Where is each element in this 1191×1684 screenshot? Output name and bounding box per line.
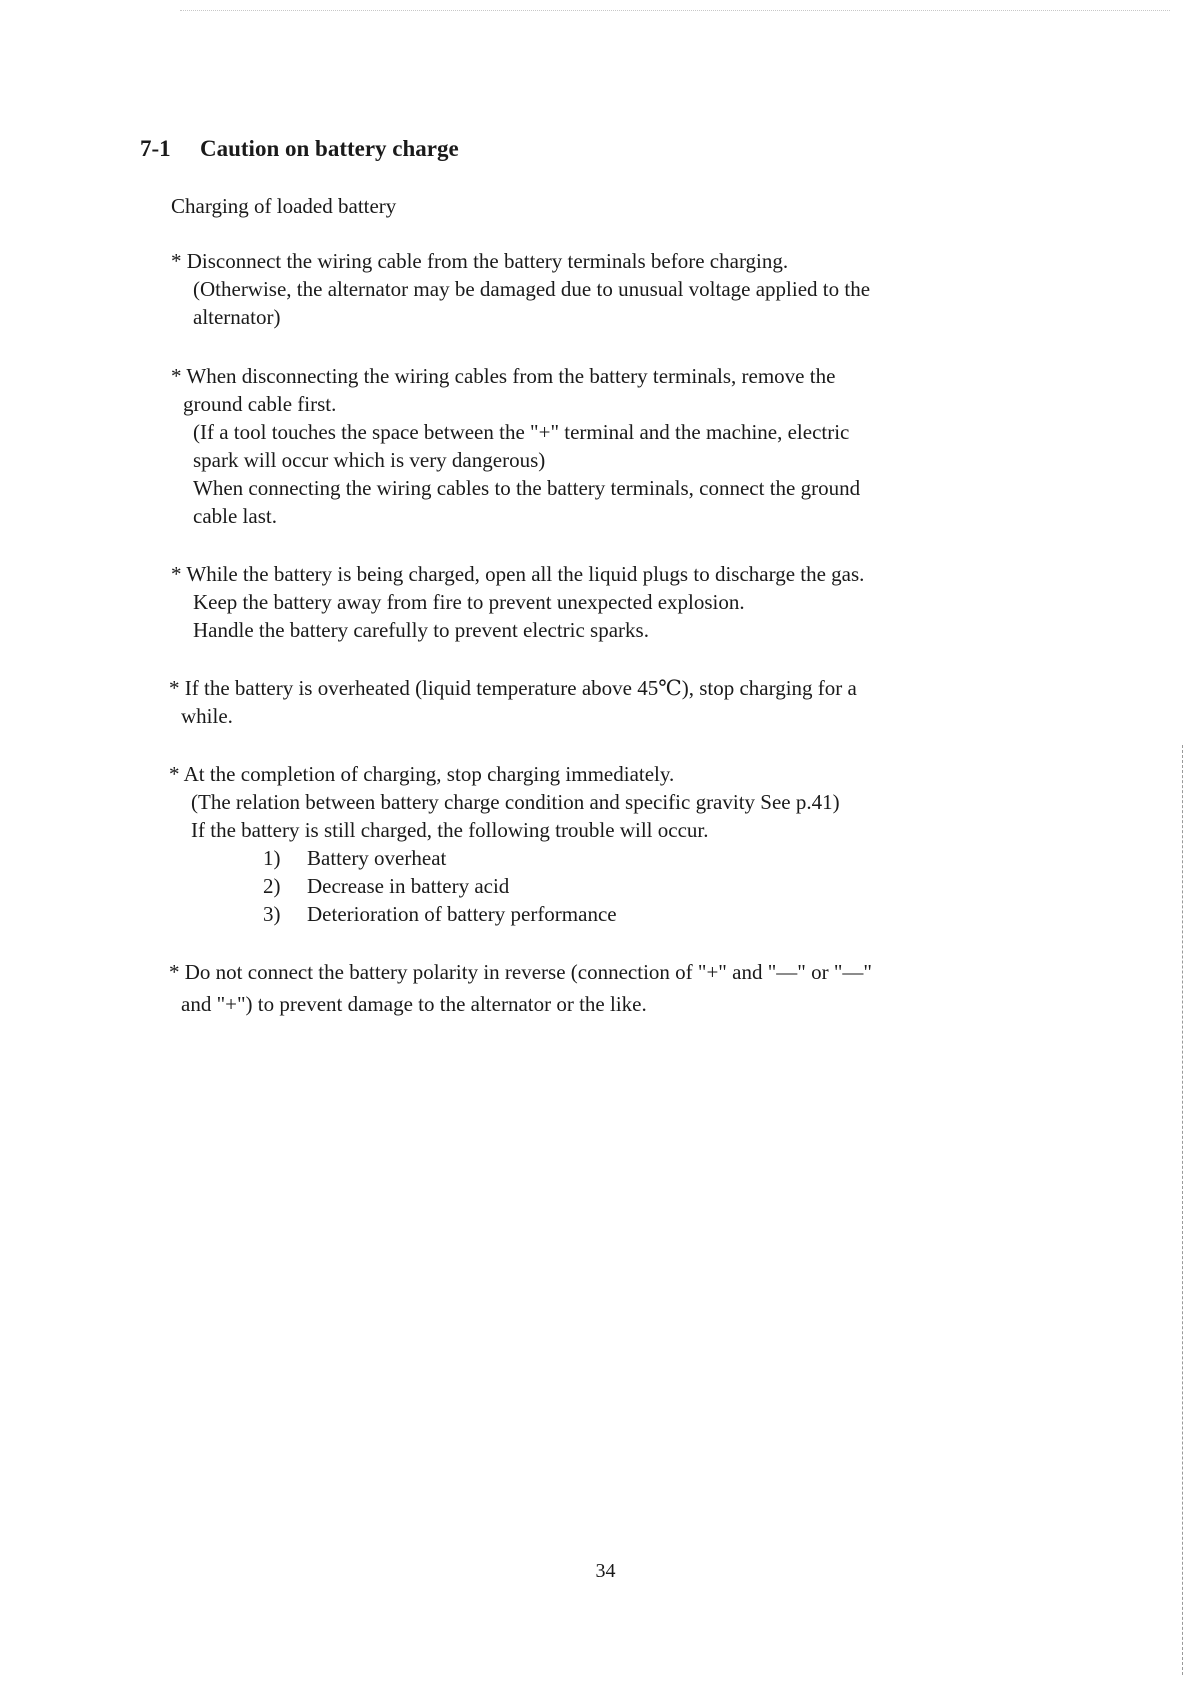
intro-text: Charging of loaded battery	[171, 194, 397, 218]
page-number: 34	[595, 1560, 616, 1582]
caution-line: (Otherwise, the alternator may be damaged due to unusual voltage applied to the	[193, 277, 871, 301]
list-text: Deterioration of battery performance	[307, 902, 617, 926]
caution-line: If the battery is still charged, the following trouble will occur.	[191, 818, 709, 842]
caution-line: Keep the battery away from fire to prevent unexpected explosion.	[193, 590, 745, 614]
caution-line: and "+") to prevent damage to the alternator or the like.	[181, 992, 647, 1016]
caution-line: ground cable first.	[183, 392, 337, 416]
caution-line: When connecting the wiring cables to the battery terminals, connect the ground	[193, 476, 861, 500]
list-text: Decrease in battery acid	[307, 874, 510, 898]
list-number: 3)	[263, 902, 281, 926]
caution-line: * When disconnecting the wiring cables from the battery terminals, remove the	[171, 364, 836, 388]
list-text: Battery overheat	[307, 846, 447, 870]
list-number: 2)	[263, 874, 281, 898]
caution-line: * While the battery is being charged, open all the liquid plugs to discharge the gas.	[171, 562, 865, 586]
section-title: Caution on battery charge	[200, 136, 459, 161]
caution-line: * Do not connect the battery polarity in reverse (connection of "+" and "—" or "—"	[169, 960, 872, 984]
scan-artifact-right	[1182, 745, 1183, 1675]
caution-line: alternator)	[193, 305, 281, 329]
list-number: 1)	[263, 846, 281, 870]
caution-line: (The relation between battery charge condition and specific gravity See p.41)	[191, 790, 840, 814]
list-item	[263, 844, 446, 872]
section-number: 7-1	[140, 136, 171, 161]
caution-line: while.	[181, 704, 233, 728]
caution-line: * If the battery is overheated (liquid temperature above 45℃), stop charging for a	[169, 676, 857, 700]
caution-line: Handle the battery carefully to prevent electric sparks.	[193, 618, 649, 642]
caution-line: (If a tool touches the space between the "+" terminal and the machine, electric	[193, 420, 850, 444]
caution-line: * At the completion of charging, stop charging immediately.	[169, 762, 675, 786]
list-item	[263, 900, 617, 928]
list-item	[263, 872, 509, 900]
caution-line: * Disconnect the wiring cable from the battery terminals before charging.	[171, 249, 789, 273]
caution-line: cable last.	[193, 504, 277, 528]
section-heading	[140, 136, 459, 162]
scan-artifact-top	[180, 10, 1170, 11]
caution-line: spark will occur which is very dangerous)	[193, 448, 546, 472]
